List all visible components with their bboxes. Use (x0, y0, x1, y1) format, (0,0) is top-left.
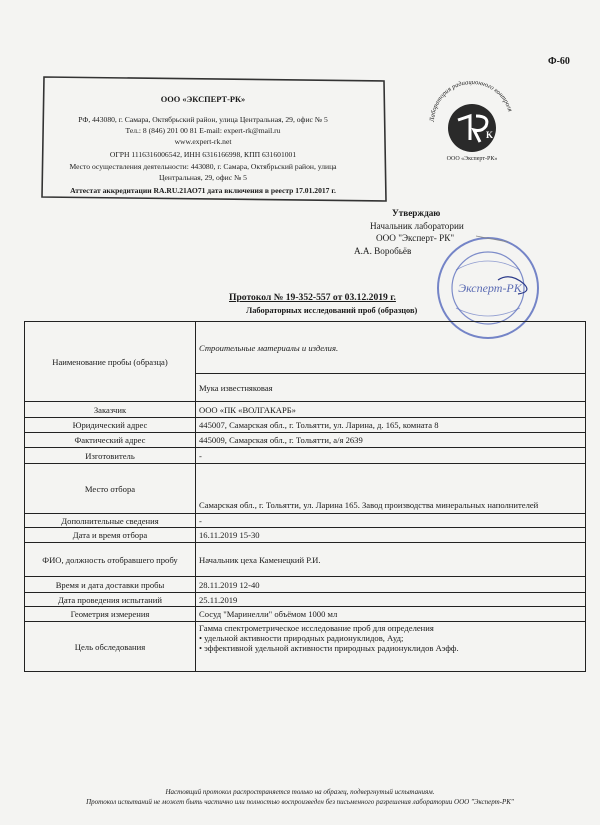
table-row (25, 607, 586, 622)
org-phone-email: Тел.: 8 (846) 201 00 81 E-mail: expert-rk@mail.ru (125, 126, 281, 135)
purpose-label: Цель обследования (25, 622, 196, 672)
table-row (25, 514, 586, 528)
purpose-value (196, 622, 586, 672)
table-row (25, 593, 586, 607)
purpose-line: • эффективной удельной активности природных радионуклидов Аэфф. (199, 643, 459, 653)
letterhead-box (38, 73, 390, 206)
customer-label: Заказчик (25, 402, 196, 418)
form-code: Ф-60 (548, 56, 570, 67)
geometry-label: Геометрия измерения (25, 607, 196, 622)
delivery-value: 28.11.2019 12-40 (196, 577, 586, 593)
actual-address-value: 445009, Самарская обл., г. Тольятти, а/я 2639 (196, 433, 586, 448)
sampler-value: Начальник цеха Каменецкий Р.И. (196, 543, 586, 577)
org-registry: ОГРН 1116316006542, ИНН 6316166998, КПП 631601001 (109, 150, 297, 159)
org-name: ООО «ЭКСПЕРТ-РК» (160, 95, 246, 104)
table-row (25, 448, 586, 464)
table-row (25, 433, 586, 448)
table-row (25, 577, 586, 593)
legal-address-value: 445007, Самарская обл., г. Тольятти, ул. Ларина, д. 165, комната 8 (196, 418, 586, 433)
manufacturer-label: Изготовитель (25, 448, 196, 464)
sampler-label: ФИО, должность отобравшего пробу (25, 543, 196, 577)
sampling-datetime-label: Дата и время отбора (25, 528, 196, 543)
table-row (25, 464, 586, 514)
logo-ring-text: Лаборатория радиационного контроля (428, 78, 514, 123)
legal-address-label: Юридический адрес (25, 418, 196, 433)
org-activity-place: Место осуществления деятельности: 443080, г. Самара, Октябрьский район, улица (69, 162, 337, 171)
table-row (25, 322, 586, 374)
stamp-text: Эксперт-РК (458, 281, 522, 295)
org-address: РФ, 443080, г. Самара, Октябрьский район, улица Центральная, 29, офис № 5 (78, 115, 328, 124)
customer-value: ООО «ПК «ВОЛГАКАРБ» (196, 402, 586, 418)
purpose-line: • удельной активности природных радионуклидов, Ауд; (199, 633, 404, 643)
purpose-line: Гамма спектрометрическое исследование проб для определения (199, 623, 434, 633)
additional-info-label: Дополнительные сведения (25, 514, 196, 528)
geometry-value: Сосуд "Маринелли" объёмом 1000 мл (196, 607, 586, 622)
org-website: www.expert-rk.net (174, 137, 232, 146)
table-row (25, 528, 586, 543)
sample-info-table (24, 321, 586, 672)
sample-category: Строительные материалы и изделия. (196, 322, 586, 374)
logo-bottom-text: ООО «Эксперт-РК» (446, 156, 498, 162)
org-activity-place-cont: Центральная, 29, офис № 5 (159, 173, 247, 182)
table-row (25, 402, 586, 418)
approval-org: ООО "Эксперт- РК" (376, 233, 455, 243)
protocol-title: Протокол № 19-352-557 от 03.12.2019 г. (229, 292, 396, 303)
manufacturer-value: - (196, 448, 586, 464)
sampling-place-label: Место отбора (25, 464, 196, 514)
protocol-subtitle: Лабораторных исследований проб (образцов) (246, 306, 418, 315)
footer-note: Настоящий протокол распространяется только на образец, подвергнутый испытаниям. (165, 788, 435, 796)
svg-text:K: K (486, 130, 494, 140)
footer-disclaimer: Протокол испытаний не может быть частично или полностью воспроизведен без письменного разрешения лаборатории ООО "Эксперт-РК" (86, 798, 514, 806)
approval-title: Утверждаю (392, 208, 441, 218)
test-date-label: Дата проведения испытаний (25, 593, 196, 607)
org-accreditation: Аттестат аккредитации RA.RU.21АО71 дата включения в реестр 17.01.2017 г. (70, 186, 336, 195)
table-row (25, 418, 586, 433)
actual-address-label: Фактический адрес (25, 433, 196, 448)
sampling-place-value: Самарская обл., г. Тольятти, ул. Ларина 165. Завод производства минеральных наполнителей (196, 464, 586, 514)
sample-name-label: Наименование пробы (образца) (25, 322, 196, 402)
additional-info-value: - (196, 514, 586, 528)
sample-name-value: Мука известняковая (196, 374, 586, 402)
test-date-value: 25.11.2019 (196, 593, 586, 607)
sampling-datetime-value: 16.11.2019 15-30 (196, 528, 586, 543)
lab-logo-icon (420, 70, 520, 170)
approval-signer-name: А.А. Воробьёв (354, 245, 412, 256)
table-row (25, 543, 586, 577)
table-row (25, 622, 586, 672)
delivery-label: Время и дата доставки пробы (25, 577, 196, 593)
approval-position: Начальник лаборатории (370, 220, 464, 231)
